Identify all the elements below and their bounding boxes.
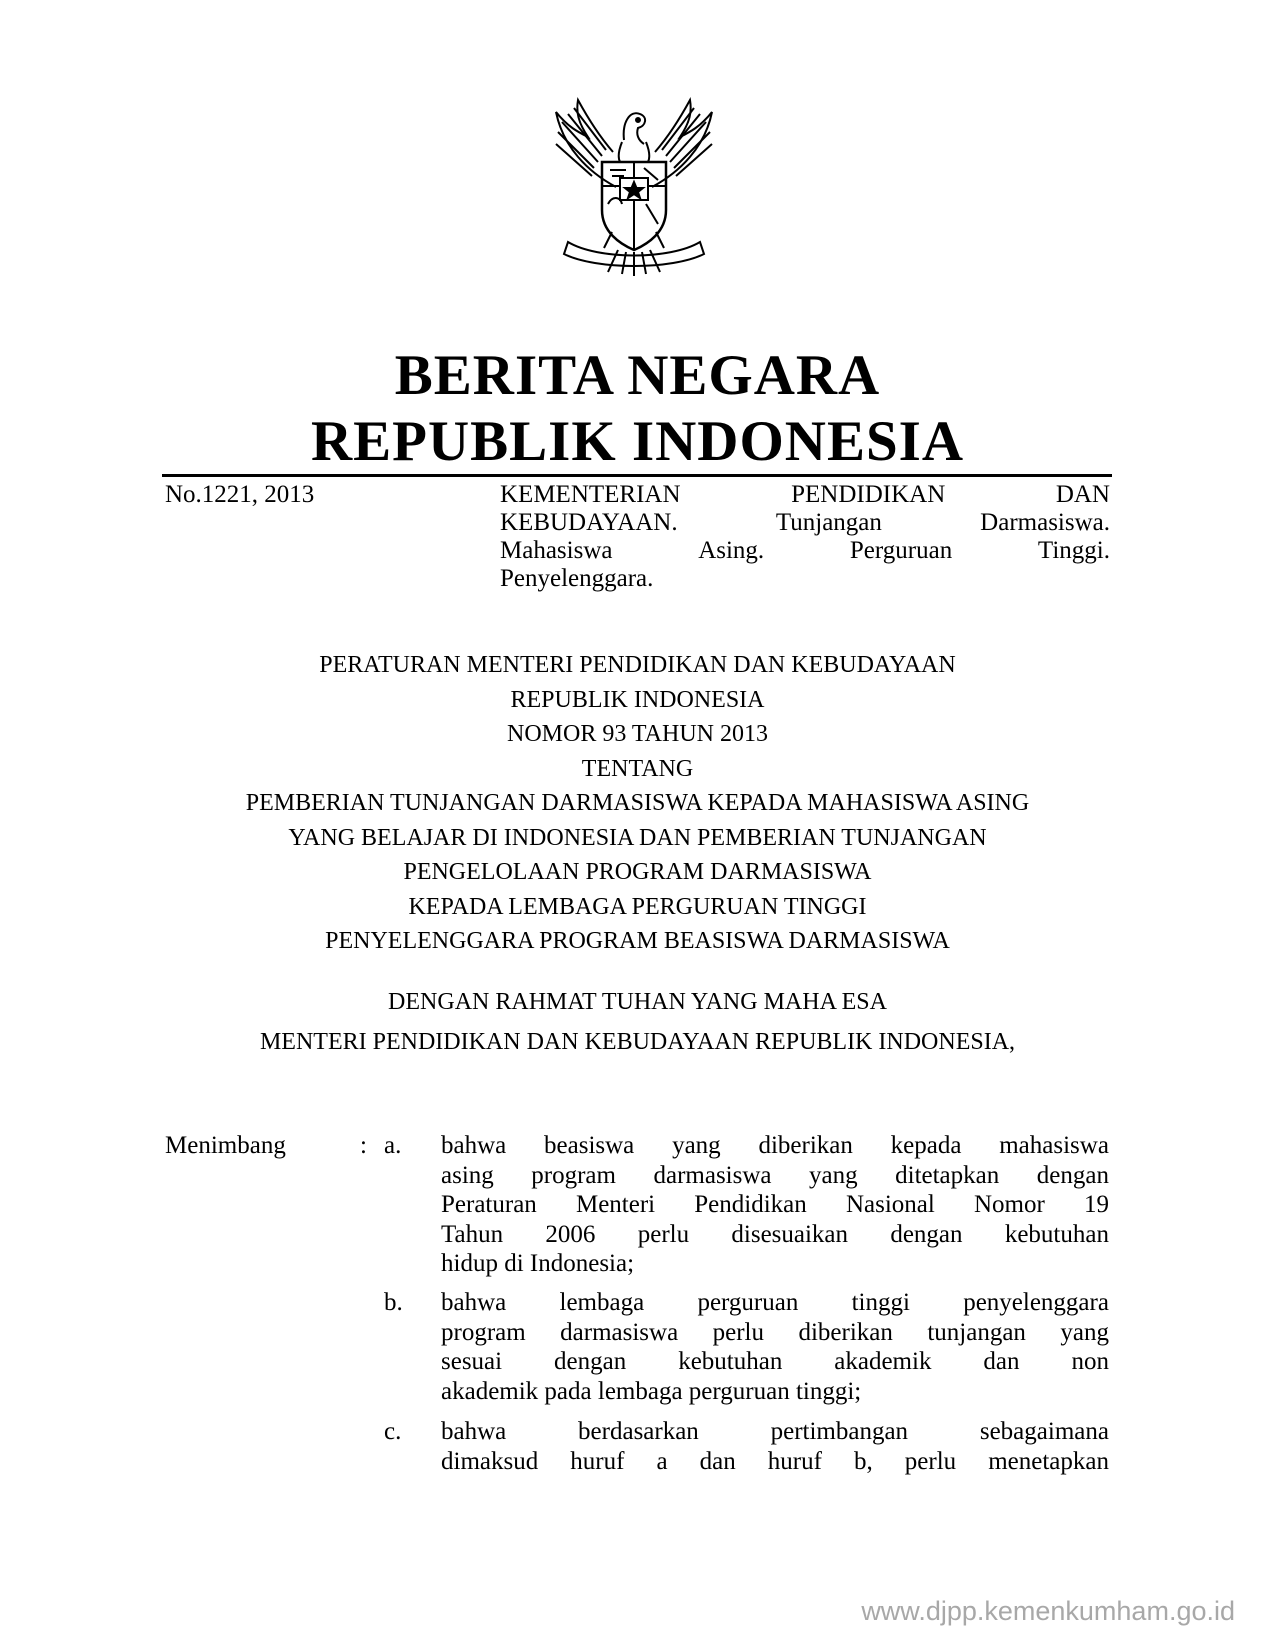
source-watermark: www.djpp.kemenkumham.go.id <box>861 1596 1235 1626</box>
item-word: menetapkan <box>988 1447 1109 1475</box>
item-word: b, <box>853 1447 873 1475</box>
item-word: kepada <box>890 1132 962 1159</box>
item-word: dengan <box>554 1348 627 1375</box>
item-line <box>441 1417 1109 1447</box>
item-line <box>441 1288 1109 1318</box>
gazette-subtitle: REPUBLIK INDONESIA <box>310 410 965 473</box>
summary-line <box>500 537 1110 565</box>
consideration-item <box>441 1131 1109 1279</box>
regulation-title-line: KEPADA LEMBAGA PERGURUAN TINGGI <box>408 893 867 920</box>
gazette-number: No.1221, 2013 <box>165 481 315 508</box>
item-line <box>441 1161 1109 1191</box>
item-word: bahwa <box>441 1418 507 1445</box>
regulation-title-line: PENGELOLAAN PROGRAM DARMASISWA <box>403 859 872 885</box>
regulation-title-line: PEMBERIAN TUNJANGAN DARMASISWA KEPADA MAHASISWA ASING <box>245 790 1030 816</box>
item-word: tinggi <box>851 1289 910 1316</box>
item-word: huruf <box>570 1447 625 1475</box>
item-word: beasiswa <box>544 1132 635 1159</box>
item-word: bahwa <box>441 1132 507 1159</box>
item-word: diberikan <box>798 1318 893 1346</box>
item-word: sebagaimana <box>979 1418 1109 1445</box>
item-word: pertimbangan <box>770 1418 909 1445</box>
consideration-item <box>441 1417 1109 1476</box>
item-line <box>441 1318 1109 1348</box>
regulation-title-line: REPUBLIK INDONESIA <box>510 686 765 713</box>
gazette-summary <box>500 481 1110 593</box>
item-word: program <box>531 1161 616 1189</box>
item-word: yang <box>1060 1318 1109 1346</box>
summary-word: Tunjangan <box>775 509 882 536</box>
summary-word: Asing. <box>698 537 765 564</box>
item-word: kebutuhan <box>1004 1220 1109 1248</box>
regulation-title-line: PERATURAN MENTERI PENDIDIKAN DAN KEBUDAYAAN <box>319 652 956 678</box>
item-word: non <box>1071 1348 1109 1375</box>
summary-line <box>500 565 1110 593</box>
preamble-line: MENTERI PENDIDIKAN DAN KEBUDAYAAN REPUBLIK INDONESIA, <box>259 1029 1016 1055</box>
item-word: Menteri <box>575 1191 656 1218</box>
summary-word: Penyelenggara. <box>500 565 654 592</box>
item-word: darmasiswa <box>560 1318 679 1346</box>
summary-word: Perguruan <box>849 537 953 564</box>
item-letter: c. <box>384 1418 402 1445</box>
item-word: Nomor <box>974 1191 1045 1218</box>
regulation-title-line: YANG BELAJAR DI INDONESIA DAN PEMBERIAN TUNJANGAN <box>288 824 987 851</box>
summary-word: PENDIDIKAN <box>791 481 946 508</box>
regulation-title-line: PENYELENGGARA PROGRAM BEASISWA DARMASISWA <box>325 928 950 954</box>
item-word: 2006 <box>545 1220 596 1248</box>
item-word: tunjangan <box>927 1318 1026 1346</box>
item-word: Peraturan <box>441 1191 537 1218</box>
item-letter: a. <box>384 1132 402 1159</box>
item-word: darmasiswa <box>653 1161 772 1189</box>
item-word: perguruan <box>697 1289 799 1316</box>
summary-word: KEBUDAYAAN. <box>500 509 678 536</box>
item-word: perlu <box>637 1220 690 1248</box>
item-word: bahwa <box>441 1289 507 1316</box>
item-word: Nasional <box>845 1191 935 1218</box>
preamble <box>0 985 1275 1065</box>
header-divider <box>162 474 1112 477</box>
regulation-title-line: TENTANG <box>581 755 694 782</box>
item-word: yang <box>809 1161 858 1189</box>
item-word: yang <box>672 1132 721 1159</box>
item-word: lembaga <box>559 1289 645 1316</box>
item-word: dan <box>983 1348 1020 1375</box>
item-line: akademik pada lembaga perguruan tinggi; <box>441 1377 862 1405</box>
item-word: penyelenggara <box>963 1289 1109 1316</box>
gazette-title: BERITA NEGARA <box>394 344 881 407</box>
summary-word: DAN <box>1055 481 1110 508</box>
item-line <box>441 1347 1109 1377</box>
item-line <box>441 1190 1109 1220</box>
item-word: diberikan <box>758 1132 853 1159</box>
item-word: Pendidikan <box>694 1191 807 1218</box>
item-line <box>441 1220 1109 1250</box>
regulation-title-line: NOMOR 93 TAHUN 2013 <box>507 721 768 747</box>
summary-word: Darmasiswa. <box>980 509 1110 536</box>
summary-word: Tinggi. <box>1037 537 1110 564</box>
preamble-line: DENGAN RAHMAT TUHAN YANG MAHA ESA <box>388 989 887 1015</box>
item-word: a <box>656 1447 668 1475</box>
item-word: berdasarkan <box>578 1418 699 1445</box>
item-line: hidup di Indonesia; <box>441 1250 635 1277</box>
item-word: 19 <box>1084 1191 1109 1218</box>
item-word: huruf <box>767 1447 822 1475</box>
summary-line <box>500 509 1110 537</box>
item-letter: b. <box>384 1289 403 1316</box>
item-word: Tahun <box>441 1220 504 1248</box>
item-word: disesuaikan <box>731 1220 849 1248</box>
item-word: dengan <box>890 1220 963 1248</box>
item-word: kebutuhan <box>678 1348 783 1375</box>
garuda-emblem <box>538 92 730 282</box>
item-word: asing <box>441 1161 494 1189</box>
considerations-colon: : <box>360 1132 367 1159</box>
item-word: program <box>441 1318 526 1346</box>
item-word: akademik <box>834 1348 932 1375</box>
item-word: perlu <box>904 1447 957 1475</box>
considerations-label: Menimbang <box>165 1132 286 1159</box>
item-line <box>441 1447 1109 1477</box>
item-word: mahasiswa <box>999 1132 1109 1159</box>
summary-word: KEMENTERIAN <box>500 481 681 508</box>
consideration-item <box>441 1288 1109 1406</box>
item-word: ditetapkan <box>895 1161 1000 1189</box>
item-word: dan <box>699 1447 736 1475</box>
summary-line <box>500 481 1110 509</box>
summary-word: Mahasiswa <box>500 537 613 564</box>
item-word: dengan <box>1036 1161 1109 1189</box>
regulation-title <box>0 648 1275 959</box>
item-word: perlu <box>712 1318 765 1346</box>
item-word: sesuai <box>441 1348 503 1375</box>
item-line <box>441 1131 1109 1161</box>
item-word: dimaksud <box>441 1447 539 1475</box>
